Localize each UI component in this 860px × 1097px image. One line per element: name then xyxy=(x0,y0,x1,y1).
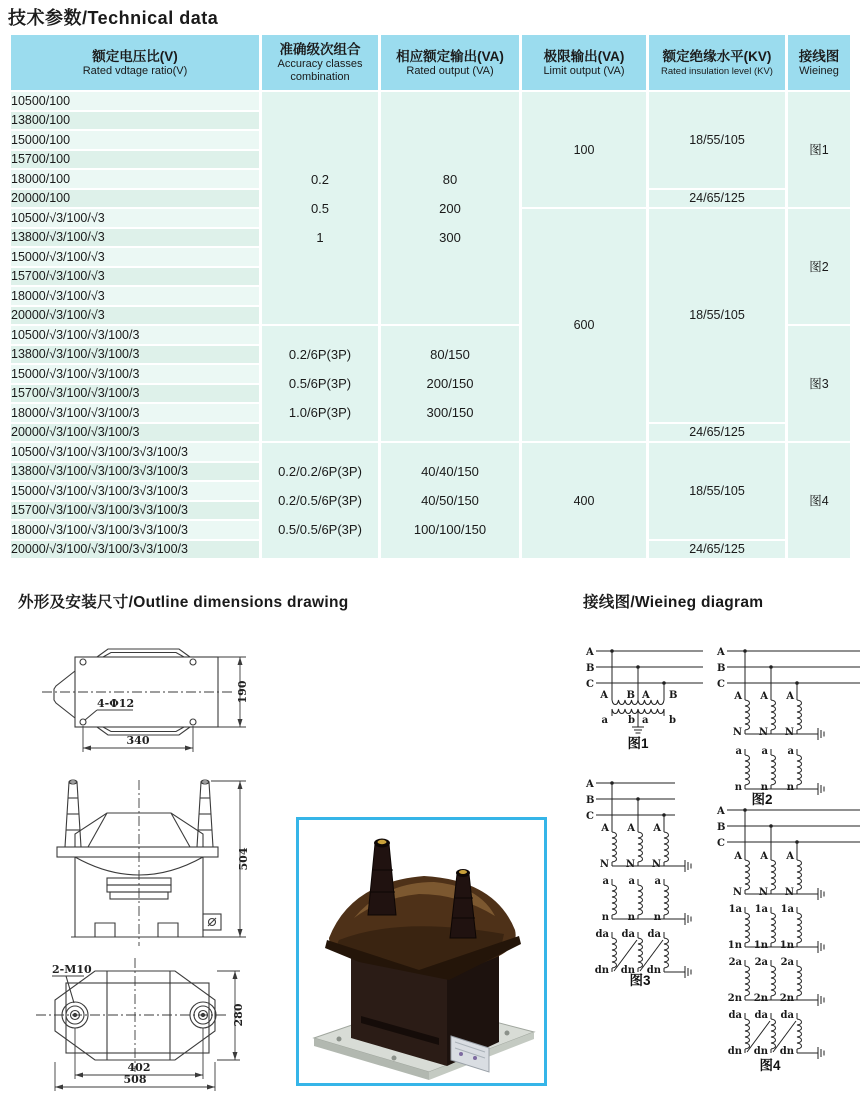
winding-label: dn xyxy=(646,965,661,976)
winding-label: a xyxy=(628,876,635,887)
winding-label: N xyxy=(784,727,794,738)
winding-label: A xyxy=(600,690,608,701)
rated-output-cell: 80 200 300 xyxy=(381,92,519,324)
insulation-cell: 24/65/125 xyxy=(649,190,785,208)
winding-label: da xyxy=(647,929,661,940)
winding-label: b xyxy=(628,715,635,726)
diagram-ref-cell: 图3 xyxy=(788,326,850,441)
winding-label: A xyxy=(586,779,594,790)
winding-label: B xyxy=(586,663,595,674)
column-header: 准确级次组合 Accuracy classes combination xyxy=(262,35,378,90)
winding-label: a xyxy=(601,715,608,726)
outline-bottom-view-drawing xyxy=(28,952,273,1095)
winding-label: n xyxy=(786,782,794,793)
winding-label: da xyxy=(621,929,635,940)
ratio-cell: 18000/√3/100/√3 xyxy=(11,287,259,305)
winding-label: N xyxy=(651,859,661,870)
wiring-diagram-area xyxy=(583,643,860,1091)
winding-label: N xyxy=(732,727,742,738)
bottom-view-inner-width-dim: 402 xyxy=(127,1061,151,1074)
winding-label: N xyxy=(758,887,768,898)
winding-label: B xyxy=(586,795,595,806)
ratio-cell: 10500/√3/100/√3 xyxy=(11,209,259,227)
diagram-ref-cell: 图2 xyxy=(788,209,850,324)
bottom-view-height-dim: 280 xyxy=(232,1003,245,1027)
winding-label: N xyxy=(599,859,609,870)
column-header: 极限输出(VA) Limit output (VA) xyxy=(522,35,646,90)
insulation-cell: 18/55/105 xyxy=(649,92,785,188)
winding-label: 2n xyxy=(753,993,768,1004)
winding-label: 2a xyxy=(754,957,768,968)
winding-label: 1a xyxy=(754,904,768,915)
winding-label: A xyxy=(734,691,742,702)
winding-label: 1n xyxy=(753,940,768,951)
winding-label: 1n xyxy=(727,940,742,951)
winding-label: A xyxy=(760,691,768,702)
winding-label: C xyxy=(717,679,725,690)
ratio-cell: 10500/100 xyxy=(11,92,259,110)
winding-label: da xyxy=(595,929,609,940)
wiring-section-title: 接线图/Wieineg diagram xyxy=(583,594,764,611)
winding-label: a xyxy=(602,876,609,887)
winding-label: a xyxy=(735,746,742,757)
ratio-cell: 15000/√3/100/√3/100/3 xyxy=(11,365,259,383)
winding-label: 1n xyxy=(779,940,794,951)
winding-label: B xyxy=(669,690,678,701)
winding-label: 1a xyxy=(728,904,742,915)
technical-data-table xyxy=(8,33,853,560)
winding-label: 图3 xyxy=(629,973,651,988)
limit-output-cell: 400 xyxy=(522,443,646,558)
rated-output-cell: 80/150 200/150 300/150 xyxy=(381,326,519,441)
product-photo xyxy=(296,817,547,1086)
table-row xyxy=(11,92,850,110)
wiring-diagram-图1 xyxy=(585,643,703,755)
ratio-cell: 20000/√3/100/√3/100/3√3/100/3 xyxy=(11,541,259,559)
winding-label: C xyxy=(586,811,594,822)
winding-label: da xyxy=(728,1010,742,1021)
page-title: 技术参数/Technical data xyxy=(8,8,219,28)
winding-label: A xyxy=(586,647,594,658)
top-view-height-dim: 190 xyxy=(236,680,249,704)
winding-label: A xyxy=(601,823,609,834)
front-view-height-dim: 504 xyxy=(237,847,250,871)
winding-label: 图4 xyxy=(759,1058,781,1073)
ratio-cell: 15700/√3/100/√3 xyxy=(11,268,259,286)
winding-label: dn xyxy=(779,1046,794,1057)
wiring-diagram-图3 xyxy=(585,775,703,993)
ratio-cell: 10500/√3/100/√3/100/3 xyxy=(11,326,259,344)
winding-label: A xyxy=(717,647,725,658)
ratio-cell: 13800/√3/100/√3/100/3√3/100/3 xyxy=(11,463,259,481)
product-photo-illustration xyxy=(299,820,544,1083)
winding-label: 1a xyxy=(780,904,794,915)
bottom-view-outer-width-dim: 508 xyxy=(123,1073,147,1086)
winding-label: 2a xyxy=(728,957,742,968)
outline-front-view-drawing xyxy=(38,778,273,953)
winding-label: a xyxy=(654,876,661,887)
ratio-cell: 15700/√3/100/√3/100/3 xyxy=(11,385,259,403)
winding-label: 图2 xyxy=(751,792,773,807)
winding-label: A xyxy=(642,690,650,701)
bolt-label: 2-M10 xyxy=(52,963,92,976)
ratio-cell: 20000/100 xyxy=(11,190,259,208)
column-header: 额定电压比(V) Rated vdtage ratio(V) xyxy=(11,35,259,90)
winding-label: dn xyxy=(753,1046,768,1057)
winding-label: 2a xyxy=(780,957,794,968)
limit-output-cell: 600 xyxy=(522,209,646,441)
ratio-cell: 18000/100 xyxy=(11,170,259,188)
ratio-cell: 15000/√3/100/√3/100/3√3/100/3 xyxy=(11,482,259,500)
winding-label: C xyxy=(717,838,725,849)
winding-label: 2n xyxy=(779,993,794,1004)
limit-output-cell: 100 xyxy=(522,92,646,207)
winding-label: A xyxy=(653,823,661,834)
winding-label: dn xyxy=(620,965,635,976)
ratio-cell: 10500/√3/100/√3/100/3√3/100/3 xyxy=(11,443,259,461)
wiring-diagram-图2 xyxy=(716,643,860,808)
winding-label: B xyxy=(717,663,726,674)
winding-label: A xyxy=(760,851,768,862)
winding-label: n xyxy=(653,912,661,923)
winding-label: B xyxy=(626,690,635,701)
insulation-cell: 18/55/105 xyxy=(649,443,785,539)
winding-label: da xyxy=(780,1010,794,1021)
rated-output-cell: 40/40/150 40/50/150 100/100/150 xyxy=(381,443,519,558)
winding-label: da xyxy=(754,1010,768,1021)
winding-label: b xyxy=(669,715,676,726)
winding-label: a xyxy=(787,746,794,757)
winding-label: n xyxy=(760,782,768,793)
winding-label: N xyxy=(784,887,794,898)
wiring-diagram-图4 xyxy=(716,802,860,1082)
winding-label: N xyxy=(625,859,635,870)
winding-label: A xyxy=(734,851,742,862)
winding-label: a xyxy=(642,715,649,726)
ratio-cell: 13800/√3/100/√3 xyxy=(11,229,259,247)
hole-count-label: 4-Φ12 xyxy=(97,697,135,710)
winding-label: C xyxy=(586,679,594,690)
winding-label: dn xyxy=(594,965,609,976)
ratio-cell: 20000/√3/100/√3/100/3 xyxy=(11,424,259,442)
winding-label: 2n xyxy=(727,993,742,1004)
ratio-cell: 13800/√3/100/√3/100/3 xyxy=(11,346,259,364)
insulation-cell: 24/65/125 xyxy=(649,424,785,442)
winding-label: 图1 xyxy=(627,736,649,751)
diagram-ref-cell: 图1 xyxy=(788,92,850,207)
outline-section-title: 外形及安装尺寸/Outline dimensions drawing xyxy=(18,594,349,611)
winding-label: B xyxy=(717,822,726,833)
insulation-cell: 24/65/125 xyxy=(649,541,785,559)
accuracy-cell: 0.2/0.2/6P(3P) 0.2/0.5/6P(3P) 0.5/0.5/6P(3P) xyxy=(262,443,378,558)
winding-label: n xyxy=(734,782,742,793)
ratio-cell: 13800/100 xyxy=(11,112,259,130)
winding-label: A xyxy=(627,823,635,834)
insulation-cell: 18/55/105 xyxy=(649,209,785,422)
column-header: 额定绝缘水平(KV) Rated insulation level (KV) xyxy=(649,35,785,90)
ratio-cell: 20000/√3/100/√3 xyxy=(11,307,259,325)
outline-top-view-drawing xyxy=(40,640,256,760)
winding-label: N xyxy=(732,887,742,898)
ratio-cell: 18000/√3/100/√3/100/3√3/100/3 xyxy=(11,521,259,539)
diagram-ref-cell: 图4 xyxy=(788,443,850,558)
top-view-width-dim: 340 xyxy=(126,734,150,747)
winding-label: A xyxy=(717,806,725,817)
winding-label: N xyxy=(758,727,768,738)
winding-label: a xyxy=(761,746,768,757)
ratio-cell: 15000/√3/100/√3 xyxy=(11,248,259,266)
ratio-cell: 18000/√3/100/√3/100/3 xyxy=(11,404,259,422)
winding-label: n xyxy=(601,912,609,923)
winding-label: A xyxy=(786,691,794,702)
accuracy-cell: 0.2 0.5 1 xyxy=(262,92,378,324)
accuracy-cell: 0.2/6P(3P) 0.5/6P(3P) 1.0/6P(3P) xyxy=(262,326,378,441)
column-header: 接线图 Wieineg xyxy=(788,35,850,90)
column-header: 相应额定输出(VA) Rated output (VA) xyxy=(381,35,519,90)
winding-label: dn xyxy=(727,1046,742,1057)
ratio-cell: 15700/√3/100/√3/100/3√3/100/3 xyxy=(11,502,259,520)
ratio-cell: 15000/100 xyxy=(11,131,259,149)
winding-label: A xyxy=(786,851,794,862)
winding-label: n xyxy=(627,912,635,923)
table-row xyxy=(11,443,850,461)
ratio-cell: 15700/100 xyxy=(11,151,259,169)
